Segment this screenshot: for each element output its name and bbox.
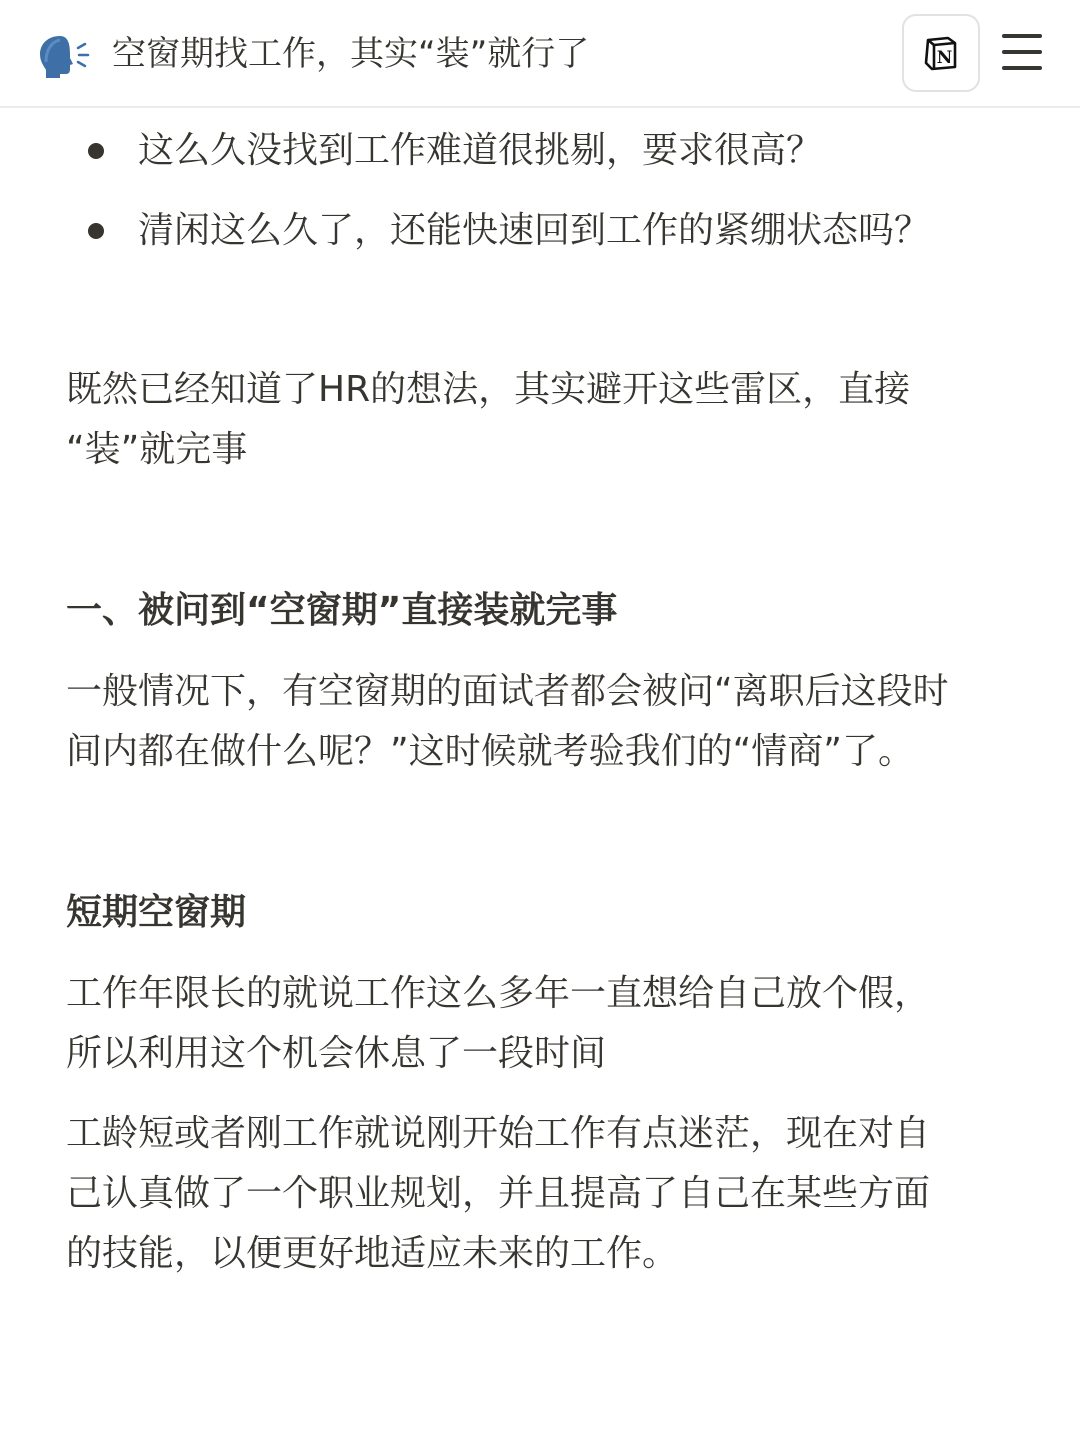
intro-line-1: 既然已经知道了HR的想法，其实避开这些雷区，直接 (66, 369, 911, 410)
intro-line-2: “装”就完事 (66, 429, 248, 470)
menu-line (1002, 34, 1042, 38)
menu-button[interactable] (1000, 30, 1044, 74)
list-item (0, 206, 1080, 256)
notion-logo-icon (922, 34, 960, 72)
paragraph-line: 间内都在做什么呢？”这时候就考验我们的“情商”了。 (66, 731, 914, 772)
top-bar (0, 0, 1080, 108)
list-item-text: 清闲这么久了，还能快速回到工作的紧绷状态吗？ (138, 210, 931, 251)
section-heading: 一、被问到“空窗期”直接装就完事 (66, 590, 618, 631)
page-title: 空窗期找工作，其实“装”就行了 (112, 34, 590, 74)
bullet-dot (88, 143, 104, 159)
bullet-dot (88, 223, 104, 239)
paragraph-line: 工龄短或者刚工作就说刚开始工作有点迷茫，现在对自 (66, 1113, 931, 1154)
list-item-text: 这么久没找到工作难道很挑剔，要求很高？ (138, 130, 823, 171)
subsection-heading: 短期空窗期 (66, 892, 247, 933)
paragraph-line: 的技能，以便更好地适应未来的工作。 (66, 1233, 679, 1274)
menu-line (1002, 66, 1042, 70)
paragraph-line: 一般情况下，有空窗期的面试者都会被问“离职后这段时 (66, 671, 949, 712)
paragraph-line: 己认真做了一个职业规划，并且提高了自己在某些方面 (66, 1173, 931, 1214)
paragraph-line: 工作年限长的就说工作这么多年一直想给自己放个假， (66, 973, 931, 1014)
notion-button[interactable] (902, 14, 980, 92)
svg-text:N: N (936, 48, 953, 68)
menu-line (1002, 50, 1042, 54)
speaking-head-icon (38, 32, 92, 82)
list-item (0, 126, 1080, 176)
paragraph-line: 所以利用这个机会休息了一段时间 (66, 1033, 607, 1074)
